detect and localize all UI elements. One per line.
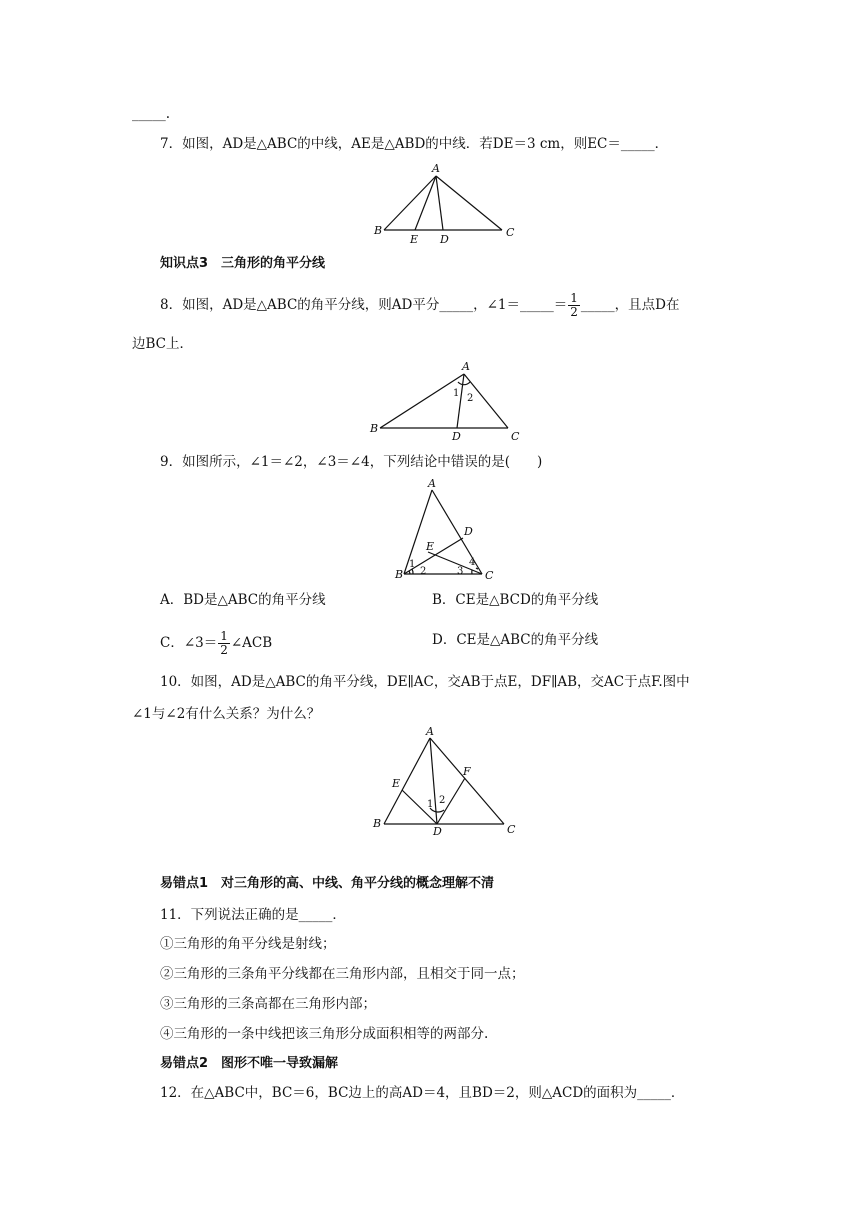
label-A: A (462, 360, 470, 373)
statement-1: ①三角形的角平分线是射线； (160, 936, 336, 952)
q8-part1: 8．如图，AD是△ABC的角平分线，则AD平分_____，∠1＝_____＝ (160, 297, 568, 313)
fraction-half: $\frac{1}{2}$ (570, 291, 578, 319)
angle-2: 2 (420, 566, 427, 577)
error-heading-2: 易错点2 图形不唯一导致漏解 (160, 1056, 339, 1071)
label-A: A (426, 725, 434, 738)
section-heading-3: 知识点3 三角形的角平分线 (160, 256, 326, 271)
label-D: D (433, 825, 442, 838)
label-C: C (507, 823, 516, 836)
label-E: E (410, 233, 419, 246)
q8-part2: _____，且点D在 (580, 297, 680, 313)
label-E: E (392, 777, 401, 790)
angle-1: 1 (409, 559, 416, 570)
figure-q8 (366, 360, 536, 446)
figure-q9 (392, 476, 502, 586)
figure-q10 (368, 726, 528, 838)
label-B: B (373, 817, 382, 830)
question-7: 7．如图，AD是△ABC的中线，AE是△ABD的中线．若DE＝3 cm，则EC＝_____． (160, 136, 669, 152)
question-10-line2: ∠1与∠2有什么关系？为什么？ (132, 706, 321, 722)
label-E: E (426, 540, 435, 553)
label-D: D (440, 233, 449, 246)
label-B: B (374, 224, 383, 237)
angle-2: 2 (467, 393, 474, 404)
question-12: 12．在△ABC中，BC＝6，BC边上的高AD＝4，且BD＝2，则△ACD的面积为_____． (160, 1085, 685, 1101)
label-B: B (370, 422, 379, 435)
label-A: A (432, 162, 440, 175)
label-C: C (511, 430, 520, 443)
figure-q7 (370, 160, 520, 246)
label-C: C (485, 569, 494, 582)
label-B: B (395, 568, 404, 581)
angle-4: 4 (469, 557, 476, 568)
question-9: 9．如图所示，∠1＝∠2，∠3＝∠4，下列结论中错误的是( ) (160, 454, 543, 470)
label-D: D (452, 430, 461, 443)
angle-1: 1 (427, 799, 434, 810)
statement-3: ③三角形的三条高都在三角形内部； (160, 996, 376, 1012)
question-10-line1: 10．如图，AD是△ABC的角平分线，DE∥AC，交AB于点E，DF∥AB，交AC于点F.图中 (160, 674, 690, 690)
option-a: A．BD是△ABC的角平分线 (160, 592, 326, 608)
angle-1: 1 (453, 388, 460, 399)
angle-3: 3 (457, 566, 464, 577)
question-11: 11．下列说法正确的是_____． (160, 907, 346, 923)
question-8-line2: 边BC上． (132, 336, 194, 352)
error-heading-1: 易错点1 对三角形的高、中线、角平分线的概念理解不清 (160, 876, 495, 891)
statement-4: ④三角形的一条中线把该三角形分成面积相等的两部分. (160, 1026, 489, 1042)
fraction-half: $\frac{1}{2}$ (220, 629, 228, 657)
label-F: F (463, 765, 471, 778)
question-8 (160, 292, 680, 319)
option-b: B．CE是△BCD的角平分线 (432, 592, 599, 608)
option-d: D．CE是△ABC的角平分线 (432, 632, 599, 648)
angle-2: 2 (439, 795, 446, 806)
label-C: C (506, 226, 515, 239)
label-A: A (428, 477, 436, 490)
top-blank: _____. (132, 106, 171, 122)
statement-2: ②三角形的三条角平分线都在三角形内部，且相交于同一点； (160, 966, 525, 982)
option-c: C．∠3＝ $\frac{1}{2}$ ∠ACB (160, 629, 273, 657)
label-D: D (464, 525, 473, 538)
